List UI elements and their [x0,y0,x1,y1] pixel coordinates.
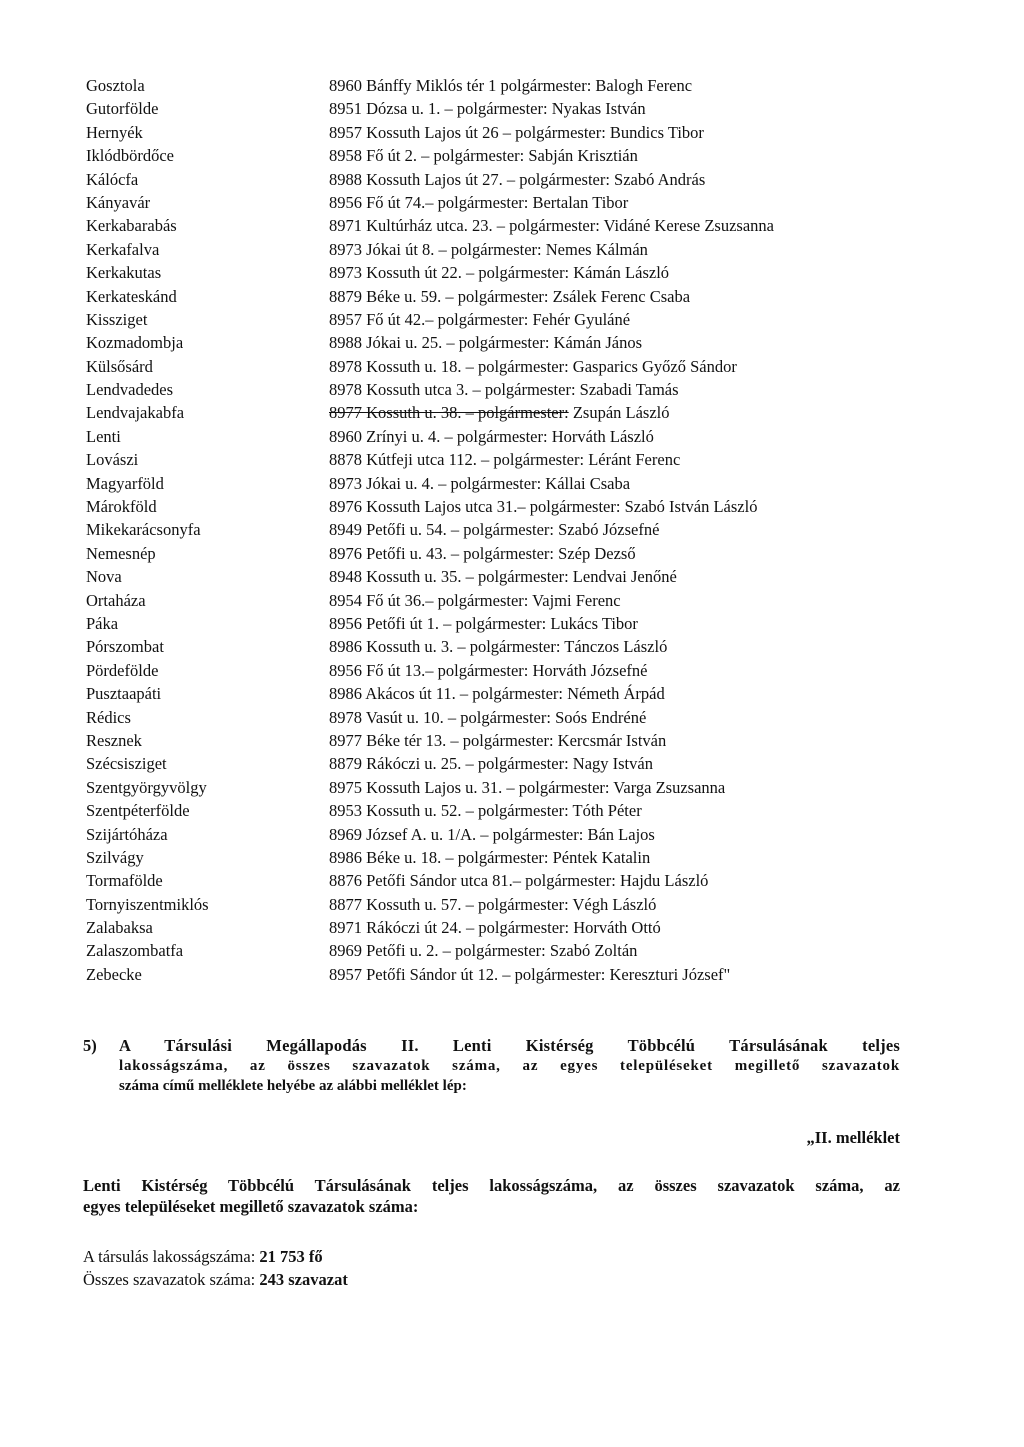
mayor-info: 8960 Zrínyi u. 4. – polgármester: Horváth László [329,426,654,446]
list-item [86,355,946,378]
settlement-name: Nova [86,567,122,587]
mayor-info: 8978 Kossuth u. 18. – polgármester: Gasparics Győző Sándor [329,356,737,376]
mayor-info: 8957 Fő út 42.– polgármester: Fehér Gyuláné [329,309,631,329]
mayor-info: 8986 Kossuth u. 3. – polgármester: Tánczos László [329,637,668,657]
mayor-info: 8960 Bánffy Miklós tér 1 polgármester: Balogh Ferenc [329,76,693,95]
list-item [86,823,946,846]
population-line [83,1245,348,1268]
settlement-name: Kerkateskánd [86,286,177,306]
list-item [86,495,946,518]
votes-line [83,1268,348,1291]
mayor-info: 8954 Fő út 36.– polgármester: Vajmi Ferenc [329,590,621,610]
mayor-info: 8986 Béke u. 18. – polgármester: Péntek Katalin [329,847,651,867]
settlement-name: Lendvajakabfa [86,403,185,423]
section-5-heading [83,1036,900,1056]
list-item [86,846,946,869]
list-item [86,448,946,471]
settlement-name: Kissziget [86,309,148,329]
list-item [86,97,946,120]
votes-label: Összes szavazatok száma: [83,1270,256,1289]
mayor-info: 8978 Vasút u. 10. – polgármester: Soós Endréné [329,707,647,727]
settlement-name: Resznek [86,730,142,750]
settlement-name: Magyarföld [86,473,164,493]
mayor-info: 8969 Petőfi u. 2. – polgármester: Szabó Zoltán [329,941,638,961]
mayor-info: 8977 Béke tér 13. – polgármester: Kercsmár István [329,730,667,750]
mayor-info: 8876 Petőfi Sándor utca 81.– polgármester: Hajdu László [329,871,709,891]
settlement-name: Zalaszombatfa [86,941,184,961]
list-item [86,542,946,565]
settlement-name: Szentgyörgyvölgy [86,777,207,797]
annex-heading [83,1175,900,1217]
struck-address: 8977 Kossuth u. 38. – polgármester: [329,403,569,423]
mayor-info: 8949 Petőfi u. 54. – polgármester: Szabó Józsefné [329,520,660,540]
mayor-info: 8956 Petőfi út 1. – polgármester: Lukács Tibor [329,613,638,633]
mayor-info: 8951 Dózsa u. 1. – polgármester: Nyakas István [329,99,646,119]
mayor-info: 8978 Kossuth utca 3. – polgármester: Szabadi Tamás [329,380,679,400]
mayor-info: 8957 Kossuth Lajos út 26 – polgármester: Bundics Tibor [329,122,704,142]
list-item [86,472,946,495]
population-value: 21 753 fő [259,1247,323,1266]
list-item [86,214,946,237]
list-item [86,589,946,612]
list-item [86,706,946,729]
list-item [86,635,946,658]
mayor-info: 8986 Akácos út 11. – polgármester: Németh Árpád [329,684,665,704]
mayor-info: 8957 Petőfi Sándor út 12. – polgármester: Kereszturi József" [329,964,731,984]
annex-heading-line-2: egyes településeket megillető szavazatok száma: [83,1197,419,1216]
settlement-name: Pördefölde [86,660,159,680]
mayor-info: 8948 Kossuth u. 35. – polgármester: Lendvai Jenőné [329,567,677,587]
list-item [86,729,946,752]
list-item [86,144,946,167]
mayor-info: 8879 Rákóczi u. 25. – polgármester: Nagy István [329,754,653,774]
list-item [86,191,946,214]
list-item [86,659,946,682]
mayor-info: 8973 Jókai út 8. – polgármester: Nemes Kálmán [329,239,648,259]
mayor-info: 8953 Kossuth u. 52. – polgármester: Tóth Péter [329,801,642,821]
list-item [86,612,946,635]
settlement-name: Gutorfölde [86,99,159,119]
mayor-info [329,401,946,424]
totals [83,1245,348,1291]
mayor-info: 8969 József A. u. 1/A. – polgármester: Bán Lajos [329,824,655,844]
list-item [86,869,946,892]
mayor-info: 8877 Kossuth u. 57. – polgármester: Végh László [329,894,657,914]
settlement-name: Pusztaapáti [86,684,162,704]
settlement-name: Külsősárd [86,356,153,376]
mayor-info: 8971 Kultúrház utca. 23. – polgármester: Vidáné Kerese Zsuzsanna [329,216,774,236]
settlement-name: Kálócfa [86,169,139,189]
mayor-name: Zsupán László [572,403,670,423]
settlement-name: Lendvadedes [86,380,174,400]
list-item [86,425,946,448]
settlement-name: Gosztola [86,76,145,95]
mayor-info: 8976 Petőfi u. 43. – polgármester: Szép Dezső [329,543,636,563]
mayor-info: 8988 Jókai u. 25. – polgármester: Kámán János [329,333,642,353]
settlement-name: Kányavár [86,192,151,212]
list-item [86,74,946,97]
settlement-name: Szentpéterfölde [86,801,190,821]
mayor-info: 8971 Rákóczi út 24. – polgármester: Horváth Ottó [329,918,661,938]
section-title: A Társulási Megállapodás II. Lenti Kistérség Többcélú Társulásának teljes [119,1036,900,1055]
list-item [86,776,946,799]
section-title-line-3: száma című melléklete helyébe az alábbi melléklet lép: [119,1078,467,1094]
settlement-name: Iklódbördőce [86,146,174,166]
settlement-name: Kerkafalva [86,239,160,259]
list-item [86,238,946,261]
population-label: A társulás lakosságszáma: [83,1247,256,1266]
mayor-info: 8988 Kossuth Lajos út 27. – polgármester: Szabó András [329,169,706,189]
settlement-name: Hernyék [86,122,143,142]
list-item [86,939,946,962]
section-title-line-2: lakosságszáma, az összes szavazatok száma, az egyes településeket megillető szavazatok [119,1058,900,1074]
settlement-name: Tornyiszentmiklós [86,894,209,914]
settlement-name: Lovászi [86,450,139,470]
annex-label: „II. melléklet [806,1128,900,1147]
list-item [86,121,946,144]
mayor-info: 8956 Fő út 13.– polgármester: Horváth Józsefné [329,660,648,680]
list-item [86,261,946,284]
list-item [86,378,946,401]
section-number: 5) [83,1036,97,1055]
list-item [86,799,946,822]
settlement-name: Zalabaksa [86,918,153,938]
settlement-name: Márokföld [86,497,157,517]
settlement-name: Tormafölde [86,871,163,891]
list-item [86,308,946,331]
settlement-name: Nemesnép [86,543,156,563]
list-item [86,893,946,916]
list-item [86,331,946,354]
settlement-name: Szécsisziget [86,754,167,774]
settlement-name: Kerkakutas [86,263,162,283]
list-item [86,565,946,588]
list-item [86,168,946,191]
settlement-name: Zebecke [86,964,142,984]
settlement-name: Pórszombat [86,637,164,657]
mayor-info: 8958 Fő út 2. – polgármester: Sabján Krisztián [329,146,638,166]
settlement-name: Szijártóháza [86,824,168,844]
mayor-info: 8956 Fő út 74.– polgármester: Bertalan Tibor [329,192,629,212]
mayor-info: 8975 Kossuth Lajos u. 31. – polgármester: Varga Zsuzsanna [329,777,726,797]
list-item [86,752,946,775]
list-item [86,401,946,424]
settlement-name: Szilvágy [86,847,144,867]
settlement-name: Rédics [86,707,131,727]
mayor-info: 8878 Kútfeji utca 112. – polgármester: Léránt Ferenc [329,450,681,470]
mayor-info: 8973 Kossuth út 22. – polgármester: Kámán László [329,263,670,283]
settlement-name: Kozmadombja [86,333,184,353]
list-item [86,518,946,541]
settlement-name: Lenti [86,426,121,446]
mayor-info: 8973 Jókai u. 4. – polgármester: Kállai Csaba [329,473,631,493]
mayor-info: 8879 Béke u. 59. – polgármester: Zsálek Ferenc Csaba [329,286,691,306]
votes-value: 243 szavazat [259,1270,348,1289]
list-item [86,963,946,986]
mayor-info: 8976 Kossuth Lajos utca 31.– polgármester: Szabó István László [329,497,758,517]
settlement-name: Kerkabarabás [86,216,177,236]
list-item [86,916,946,939]
annex-heading-line-1: Lenti Kistérség Többcélú Társulásának teljes lakosságszáma, az összes szavazatok száma, az [83,1176,900,1195]
section-5 [83,1036,900,1096]
list-item [86,285,946,308]
settlement-name: Mikekarácsonyfa [86,520,201,540]
mayor-list [86,74,946,986]
list-item [86,682,946,705]
settlement-name: Páka [86,613,119,633]
settlement-name: Ortaháza [86,590,146,610]
